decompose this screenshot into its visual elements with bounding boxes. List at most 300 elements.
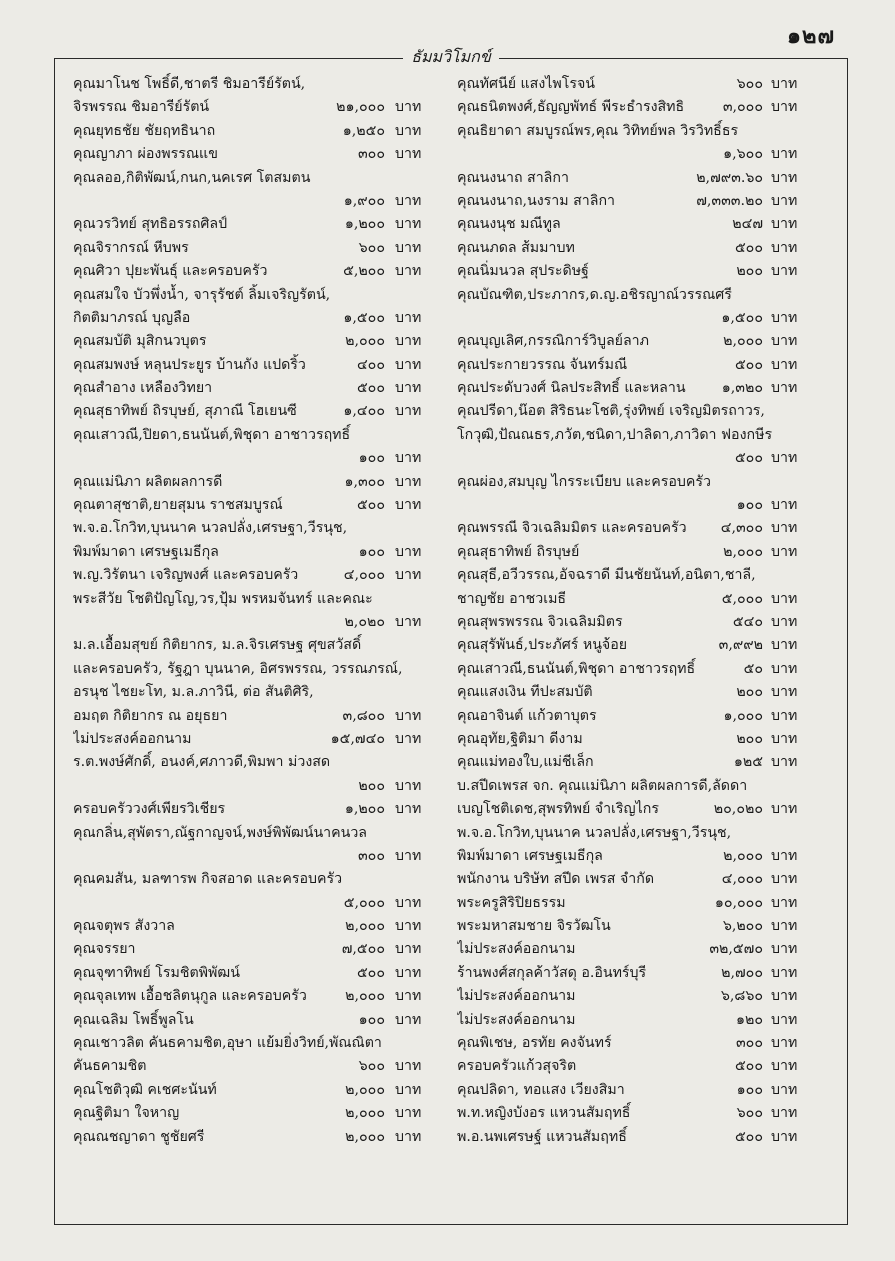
currency-unit: บาท	[771, 801, 798, 818]
currency-unit: บาท	[771, 988, 798, 1005]
donor-name: ชาญชัย อาชวเมธี	[457, 590, 567, 607]
donor-name: และครอบครัว, รัฐฎา บุนนาค, อิศรพรรณ, วรรณภรณ์,	[73, 660, 403, 677]
donation-amount: ๔,๐๐๐	[721, 871, 763, 888]
donation-amount: ๓๐๐	[735, 1035, 763, 1052]
donor-row	[457, 705, 829, 728]
currency-unit: บาท	[771, 730, 798, 747]
donor-name: คุณโชติวุฒิ คเชศะนันท์	[73, 1081, 217, 1098]
donor-name: คุณนงนาถ สาลิกา	[457, 169, 569, 186]
donor-row	[73, 494, 455, 517]
donor-row	[457, 213, 829, 236]
donor-row	[457, 494, 829, 517]
donation-amount: ๑๕,๗๔๐	[330, 730, 385, 747]
donor-row	[457, 541, 829, 564]
donor-row	[457, 517, 829, 540]
donor-name: ไม่ประสงค์ออกนาม	[457, 988, 576, 1005]
currency-unit: บาท	[395, 473, 422, 490]
donor-name: อรนุช ไชยะโท, ม.ล.ภาวินี, ต่อ สันติศิริ,	[73, 684, 314, 701]
currency-unit: บาท	[771, 684, 798, 701]
donor-name: คุณพรรณี จิวเฉลิมมิตร และครอบครัว	[457, 520, 687, 537]
donor-name: คุณทัศนีย์ แสงไพโรจน์	[457, 76, 596, 92]
donor-name: คุณสุพรพรรณ จิวเฉลิมมิตร	[457, 613, 623, 630]
donor-row	[457, 330, 829, 353]
donor-name: คุณอุทัย,ฐิติมา ดีงาม	[457, 730, 583, 747]
header-title	[55, 45, 847, 70]
donor-name: ครอบครัววงศ์เพียรวิเชียร	[73, 801, 226, 818]
donation-amount: ๑,๓๒๐	[721, 380, 763, 397]
donor-row	[73, 1032, 455, 1055]
donation-amount: ๑,๐๐๐	[723, 707, 763, 724]
donation-amount: ๒,๐๐๐	[723, 333, 763, 350]
donation-amount: ๔๐๐	[356, 356, 385, 373]
donation-amount: ๕๐๐	[734, 1058, 763, 1075]
currency-unit: บาท	[395, 497, 422, 514]
donor-name: คุณพิเชษ, อรทัย คงจันทร์	[457, 1035, 612, 1052]
donation-amount: ๒๐๐	[736, 263, 763, 280]
donation-amount: ๑,๓๐๐	[344, 473, 385, 490]
currency-unit: บาท	[771, 707, 798, 724]
donation-amount: ๑๐๐	[358, 450, 385, 467]
donor-name: คุณนงนุช มณีทูล	[457, 216, 561, 233]
currency-unit: บาท	[771, 918, 798, 935]
donor-name: คุณนภดล ส้มมาบท	[457, 239, 575, 256]
currency-unit: บาท	[395, 1011, 422, 1028]
donor-row	[73, 1102, 455, 1125]
currency-unit: บาท	[395, 1058, 422, 1075]
donation-amount: ๑,๒๐๐	[344, 801, 385, 818]
donor-row	[73, 424, 455, 447]
currency-unit: บาท	[395, 333, 422, 350]
currency-unit: บาท	[395, 309, 422, 326]
donor-name: เบญโชติเดช,สุพรทิพย์ จำเริญไกร	[457, 801, 659, 818]
currency-unit: บาท	[395, 1105, 422, 1122]
donor-name: คุณสุรัพันธ์,ประภัศร์ หนูจ้อย	[457, 637, 628, 654]
donor-row	[73, 73, 455, 96]
donation-amount: ๒๑,๐๐๐	[336, 99, 385, 116]
donor-row	[73, 541, 455, 564]
donor-row	[73, 985, 455, 1008]
donor-row	[457, 1126, 829, 1149]
donor-name: คุณสุธาทิพย์ ถิรบุษย์	[457, 543, 580, 560]
donor-row	[457, 377, 829, 400]
currency-unit: บาท	[395, 380, 422, 397]
donor-row	[73, 1055, 455, 1078]
donor-row	[457, 868, 829, 891]
donor-name: คุณคมสัน, มลฑารพ กิจสอาด และครอบครัว	[73, 871, 343, 888]
donation-amount: ๒๔๗	[732, 216, 763, 233]
donor-name: พระครูสิริปิยธรรม	[457, 894, 566, 911]
donation-amount: ๑๒๐	[735, 1011, 763, 1028]
donation-amount: ๖๐๐	[358, 239, 385, 256]
currency-unit: บาท	[771, 613, 798, 630]
currency-unit: บาท	[395, 894, 422, 911]
donor-row	[457, 1009, 829, 1032]
donation-amount: ๑๐๐	[358, 1011, 385, 1028]
currency-unit: บาท	[395, 707, 422, 724]
donor-row	[73, 1126, 455, 1149]
donor-row	[73, 611, 455, 634]
donation-amount: ๕,๐๐๐	[343, 894, 385, 911]
currency-unit: บาท	[395, 403, 422, 420]
donor-row	[73, 728, 455, 751]
donor-row	[73, 634, 455, 657]
currency-unit: บาท	[395, 263, 422, 280]
donor-row	[73, 564, 455, 587]
donation-amount: ๖,๘๖๐	[720, 988, 763, 1005]
donor-name: ม.ล.เอื้อมสุขย์ กิติยากร, ม.ล.จิรเศรษฐ ศุขสวัสดิ์	[73, 637, 362, 654]
currency-unit: บาท	[395, 613, 422, 630]
donation-amount: ๕๐๐	[734, 1128, 763, 1145]
donation-amount: ๖๐๐	[358, 1058, 385, 1075]
donor-name: คุณกลิ่น,สุพัตรา,ณัฐกาญจน์,พงษ์พิพัฒน์นาคนวล	[73, 824, 367, 841]
donor-name: คุณประกายวรรณ จันทร์มณี	[457, 356, 628, 373]
donor-row	[457, 400, 829, 423]
currency-unit: บาท	[771, 239, 798, 256]
currency-unit: บาท	[771, 263, 798, 280]
donation-amount: ๔,๓๐๐	[720, 520, 763, 537]
donor-name: คุณเสาวณี,ธนนันต์,พิชุดา อาชาวรฤทธิ์	[457, 660, 696, 677]
currency-unit: บาท	[771, 309, 798, 326]
currency-unit: บาท	[771, 754, 798, 771]
donor-row	[73, 143, 455, 166]
donation-amount: ๑๐,๐๐๐	[714, 894, 763, 911]
donor-name: คุณแม่นิภา ผลิตผลการดี	[73, 473, 223, 490]
donation-amount: ๒,๗๐๐	[721, 964, 763, 981]
donor-row	[457, 985, 829, 1008]
donor-row	[73, 447, 455, 470]
donor-name: คุณตาสุชาติ,ยายสุมน ราชสมบูรณ์	[73, 497, 283, 514]
donor-row	[457, 775, 829, 798]
donation-amount: ๕๐๐	[356, 964, 385, 981]
currency-unit: บาท	[395, 1128, 422, 1145]
donor-name: คุณศิวา ปุยะพันธุ์ และครอบครัว	[73, 263, 268, 280]
donor-row	[457, 143, 829, 166]
donor-name: คุณบุญเลิศ,กรรณิการ์วิบูลย์ลาภ	[457, 333, 649, 350]
donor-name: พ.จ.อ.โกวิท,บุนนาค นวลปลั่ง,เศรษฐา,วีรนุช,	[457, 824, 732, 841]
donation-amount: ๒,๐๒๐	[344, 613, 385, 630]
currency-unit: บาท	[771, 871, 798, 888]
currency-unit: บาท	[771, 333, 798, 350]
donor-name: พ.ท.หญิงบังอร แหวนสัมฤทธิ์	[457, 1105, 631, 1122]
donor-row	[73, 915, 455, 938]
donor-name: คุณสมบัติ มุสิกนวบุตร	[73, 333, 207, 350]
donation-amount: ๓๐๐	[357, 847, 385, 864]
donor-name: คุณจุฑาทิพย์ โรมชิตพิพัฒน์	[73, 964, 240, 981]
currency-unit: บาท	[771, 146, 798, 163]
donor-row	[457, 1055, 829, 1078]
donation-amount: ๓,๙๙๒	[718, 637, 763, 654]
currency-unit: บาท	[771, 543, 798, 560]
currency-unit: บาท	[771, 1081, 798, 1098]
donor-row	[73, 190, 455, 213]
currency-unit: บาท	[771, 520, 798, 537]
donor-name: คุณนิ่มนวล สุประดิษฐ์	[457, 263, 589, 280]
donation-amount: ๕๐๐	[734, 239, 763, 256]
donor-name: พระสีวัย โชติปัญโญ,วร,ปุ้ม พรหมจันทร์ และคณะ	[73, 590, 373, 607]
donor-name: โกวุฒิ,ปัณณธร,ภวัต,ชนิดา,ปาลิดา,ภาวิดา ฟองกษีร	[457, 426, 773, 443]
donor-row	[457, 634, 829, 657]
currency-unit: บาท	[771, 356, 798, 373]
donor-name: คุณเสาวณี,ปิยดา,ธนนันต์,พิชุดา อาชาวรฤทธิ์	[73, 426, 351, 443]
currency-unit: บาท	[771, 169, 798, 186]
donor-row	[73, 1009, 455, 1032]
page-number: ๑๒๗	[786, 23, 835, 49]
donation-amount: ๒,๐๐๐	[345, 1081, 385, 1098]
currency-unit: บาท	[771, 216, 798, 233]
donor-row	[73, 330, 455, 353]
donor-row	[457, 354, 829, 377]
donor-name: คุณแสงเงิน ทีปะสมบัติ	[457, 684, 593, 701]
donor-row	[457, 96, 829, 119]
currency-unit: บาท	[395, 122, 422, 139]
donation-amount: ๓๐๐	[357, 146, 385, 163]
currency-unit: บาท	[771, 847, 798, 864]
donor-name: คุณเฉลิม โพธิ์พูลโน	[73, 1011, 194, 1028]
donation-amount: ๔,๐๐๐	[343, 567, 385, 584]
donation-amount: ๒,๐๐๐	[345, 1105, 385, 1122]
currency-unit: บาท	[771, 99, 798, 116]
donor-name: พิมพ์มาดา เศรษฐเมธีกุล	[73, 543, 219, 560]
donor-row	[457, 1032, 829, 1055]
donor-name: คุณสุธาทิพย์ ถิรบุษย์, สุภาณี โฮเยนซี	[73, 403, 297, 420]
currency-unit: บาท	[771, 590, 798, 607]
currency-unit: บาท	[395, 918, 422, 935]
donation-amount: ๖,๒๐๐	[722, 918, 763, 935]
donor-row	[457, 798, 829, 821]
currency-unit: บาท	[395, 777, 422, 794]
donor-row	[457, 190, 829, 213]
donor-name: พนักงาน บริษัท สปีด เพรส จำกัด	[457, 871, 655, 888]
currency-unit: บาท	[771, 1058, 798, 1075]
donation-amount: ๒,๗๙๓.๖๐	[696, 169, 763, 186]
donation-amount: ๓,๐๐๐	[722, 99, 763, 116]
donor-row	[457, 120, 829, 143]
donor-name: คุณสำอาง เหลืองวิทยา	[73, 380, 213, 397]
donor-name: คุณยุทธชัย ชัยฤทธินาถ	[73, 122, 216, 139]
donor-name: คุณลออ,กิติพัฒน์,กนก,นคเรศ โตสมตน	[73, 169, 311, 186]
donor-row	[73, 705, 455, 728]
donor-row	[457, 1079, 829, 1102]
donor-row	[73, 1079, 455, 1102]
donation-amount: ๑,๕๐๐	[343, 309, 385, 326]
donor-name: พระมหาสมชาย จิรวัฒโน	[457, 918, 611, 935]
donor-row	[457, 892, 829, 915]
donor-name: คุณฐิติมา ใจหาญ	[73, 1105, 180, 1122]
donor-name: คุณผ่อง,สมบุญ ไกรระเบียบ และครอบครัว	[457, 473, 711, 490]
currency-unit: บาท	[771, 637, 798, 654]
currency-unit: บาท	[771, 1105, 798, 1122]
donor-name: คันธคามชิต	[73, 1058, 147, 1075]
donation-amount: ๓๒,๕๗๐	[709, 941, 763, 958]
donor-row	[457, 728, 829, 751]
donor-row	[73, 260, 455, 283]
donor-row	[73, 822, 455, 845]
donor-name: คุณณชญาดา ชูชัยศรี	[73, 1128, 205, 1145]
currency-unit: บาท	[771, 1128, 798, 1145]
donor-name: คุณวรวิทย์ สุทธิอรรถศิลป์	[73, 216, 228, 233]
donor-row	[457, 915, 829, 938]
donor-row	[457, 681, 829, 704]
donation-amount: ๕๔๐	[732, 613, 763, 630]
currency-unit: บาท	[771, 380, 798, 397]
currency-unit: บาท	[395, 192, 422, 209]
donor-row	[73, 354, 455, 377]
donor-name: ไม่ประสงค์ออกนาม	[457, 1011, 576, 1028]
donation-amount: ๒,๐๐๐	[345, 988, 385, 1005]
donor-name: ครอบครัวแก้วสุจริต	[457, 1058, 577, 1075]
donor-row	[73, 798, 455, 821]
donor-row	[73, 938, 455, 961]
donation-amount: ๒,๐๐๐	[345, 1128, 385, 1145]
donation-amount: ๒๐๐	[736, 730, 763, 747]
donation-amount: ๕๐๐	[356, 380, 385, 397]
donor-row	[457, 962, 829, 985]
currency-unit: บาท	[395, 730, 422, 747]
donation-amount: ๑,๔๐๐	[343, 403, 385, 420]
currency-unit: บาท	[771, 660, 798, 677]
donor-row	[73, 681, 455, 704]
donation-amount: ๒๐๐	[358, 777, 385, 794]
currency-unit: บาท	[771, 941, 798, 958]
donor-name: คุณแม่ทองใบ,แม่ชีเล็ก	[457, 754, 594, 771]
currency-unit: บาท	[395, 216, 422, 233]
donor-name: พ.อ.นพเศรษฐ์ แหวนสัมฤทธิ์	[457, 1128, 627, 1145]
currency-unit: บาท	[395, 543, 422, 560]
currency-unit: บาท	[395, 239, 422, 256]
currency-unit: บาท	[395, 99, 422, 116]
donor-name: บ.สปีดเพรส จก. คุณแม่นิภา ผลิตผลการดี,ลัดดา	[457, 777, 748, 794]
donation-amount: ๕,๐๐๐	[721, 590, 763, 607]
donor-row	[73, 658, 455, 681]
donor-row	[457, 611, 829, 634]
donation-amount: ๕,๒๐๐	[343, 263, 385, 280]
donation-amount: ๑๐๐	[736, 497, 763, 514]
donor-name: พ.ญ.วิรัตนา เจริญพงศ์ และครอบครัว	[73, 567, 299, 584]
donor-row	[457, 260, 829, 283]
donation-amount: ๒๐,๐๒๐	[713, 801, 763, 818]
donor-row	[457, 822, 829, 845]
donation-amount: ๕๐๐	[734, 356, 763, 373]
currency-unit: บาท	[395, 847, 422, 864]
donor-name: คุณญาภา ผ่องพรรณแข	[73, 146, 218, 163]
donation-amount: ๒,๐๐๐	[345, 333, 385, 350]
currency-unit: บาท	[395, 567, 422, 584]
donation-amount: ๑,๖๐๐	[723, 146, 763, 163]
donor-name: คุณธิยาดา สมบูรณ์พร,คุณ วิทิทย์พล วิรวิทธิ์ธร	[457, 122, 739, 139]
donation-amount: ๒,๐๐๐	[723, 543, 763, 560]
donor-name: คุณจุลเทพ เอื้อชลิตนุกูล และครอบครัว	[73, 988, 307, 1005]
donor-name: ร้านพงศ์สกุลค้าวัสดุ อ.อินทร์บุรี	[457, 964, 647, 981]
donor-name: คุณปรีดา,น๊อต สิริธนะโชติ,รุ่งทิพย์ เจริญมิตรถาวร,	[457, 403, 765, 420]
donor-row	[73, 892, 455, 915]
donor-name: คุณจรรยา	[73, 941, 136, 958]
donation-amount: ๖๐๐	[736, 1105, 763, 1122]
donor-row	[73, 120, 455, 143]
donor-row	[73, 400, 455, 423]
donor-name: ร.ต.พงษ์ศักดิ์, อนงค์,ศภาวดี,พิมพา ม่วงสด	[73, 754, 331, 771]
donor-row	[457, 237, 829, 260]
currency-unit: บาท	[395, 450, 422, 467]
donor-row	[73, 237, 455, 260]
donor-row	[73, 868, 455, 891]
donation-amount: ๗,๓๓๓.๒๐	[696, 192, 763, 209]
donation-amount: ๒,๐๐๐	[345, 918, 385, 935]
donor-name: คุณธนิตพงศ์,ธัญญพัทธ์ พีระธำรงสิทธิ	[457, 99, 685, 116]
currency-unit: บาท	[395, 1081, 422, 1098]
donor-row	[457, 167, 829, 190]
currency-unit: บาท	[395, 801, 422, 818]
donor-row	[73, 517, 455, 540]
donation-amount: ๒,๐๐๐	[723, 847, 763, 864]
donor-row	[73, 471, 455, 494]
donor-name: ไม่ประสงค์ออกนาม	[457, 941, 576, 958]
donor-row	[73, 96, 455, 119]
donor-name: กิตติมาภรณ์ บุญลือ	[73, 309, 191, 326]
donor-name: คุณจิรากรณ์ หีบพร	[73, 239, 189, 256]
donation-amount: ๒๐๐	[736, 684, 763, 701]
currency-unit: บาท	[395, 988, 422, 1005]
currency-unit: บาท	[771, 1011, 798, 1028]
donor-name: พ.จ.อ.โกวิท,บุนนาค นวลปลั่ง,เศรษฐา,วีรนุช,	[73, 520, 348, 537]
donor-row	[457, 424, 829, 447]
currency-unit: บาท	[771, 1035, 798, 1052]
donor-row	[457, 938, 829, 961]
donor-row	[457, 658, 829, 681]
donor-row	[457, 564, 829, 587]
donor-name: คุณนงนาถ,นงราม สาลิกา	[457, 192, 615, 209]
donation-amount: ๑,๙๐๐	[343, 192, 385, 209]
currency-unit: บาท	[771, 964, 798, 981]
donation-amount: ๑๐๐	[358, 543, 385, 560]
currency-unit: บาท	[771, 76, 798, 92]
donation-amount: ๑,๒๐๐	[344, 216, 385, 233]
donation-amount: ๓,๘๐๐	[342, 707, 385, 724]
donor-name: คุณเชาวลิต คันธคามชิต,อุษา แย้มยิ่งวิทย์,พัณณิตา	[73, 1035, 382, 1052]
donor-row	[457, 284, 829, 307]
right-column	[457, 73, 829, 1149]
currency-unit: บาท	[771, 894, 798, 911]
donor-name: คุณสมใจ บัวพึ่งน้ำ, จารุรัชต์ ลิ้มเจริญรัตน์,	[73, 286, 331, 303]
header-title-text: ธัมมวิโมกข์	[403, 47, 499, 66]
donation-amount: ๑,๕๐๐	[721, 309, 763, 326]
currency-unit: บาท	[395, 356, 422, 373]
donor-row	[73, 775, 455, 798]
currency-unit: บาท	[771, 497, 798, 514]
donor-name: พิมพ์มาดา เศรษฐเมธีกุล	[457, 847, 603, 864]
currency-unit: บาท	[771, 450, 798, 467]
currency-unit: บาท	[395, 964, 422, 981]
donor-row	[457, 73, 829, 96]
donation-amount: ๖๐๐	[736, 76, 763, 92]
donor-row	[73, 377, 455, 400]
donor-row	[73, 962, 455, 985]
donation-amount: ๕๐๐	[356, 497, 385, 514]
donor-name: คุณจตุพร สังวาล	[73, 918, 175, 935]
donor-name: ไม่ประสงค์ออกนาม	[73, 730, 192, 747]
donor-row	[73, 284, 455, 307]
donor-row	[457, 1102, 829, 1125]
currency-unit: บาท	[771, 192, 798, 209]
donor-name: คุณอาจินต์ แก้วตาบุตร	[457, 707, 597, 724]
donor-name: อมฤต กิติยากร ณ อยุธยา	[73, 707, 228, 724]
donation-amount: ๑๒๕	[733, 754, 763, 771]
currency-unit: บาท	[395, 146, 422, 163]
donation-amount: ๕๐๐	[734, 450, 763, 467]
donation-amount: ๕๐	[743, 660, 763, 677]
donor-name: คุณประดับวงศ์ นิลประสิทธิ์ และหลาน	[457, 380, 686, 397]
donor-row	[457, 751, 829, 774]
donor-name: คุณมาโนช โพธิ์ดี,ชาตรี ชิมอารีย์รัตน์,	[73, 76, 306, 92]
